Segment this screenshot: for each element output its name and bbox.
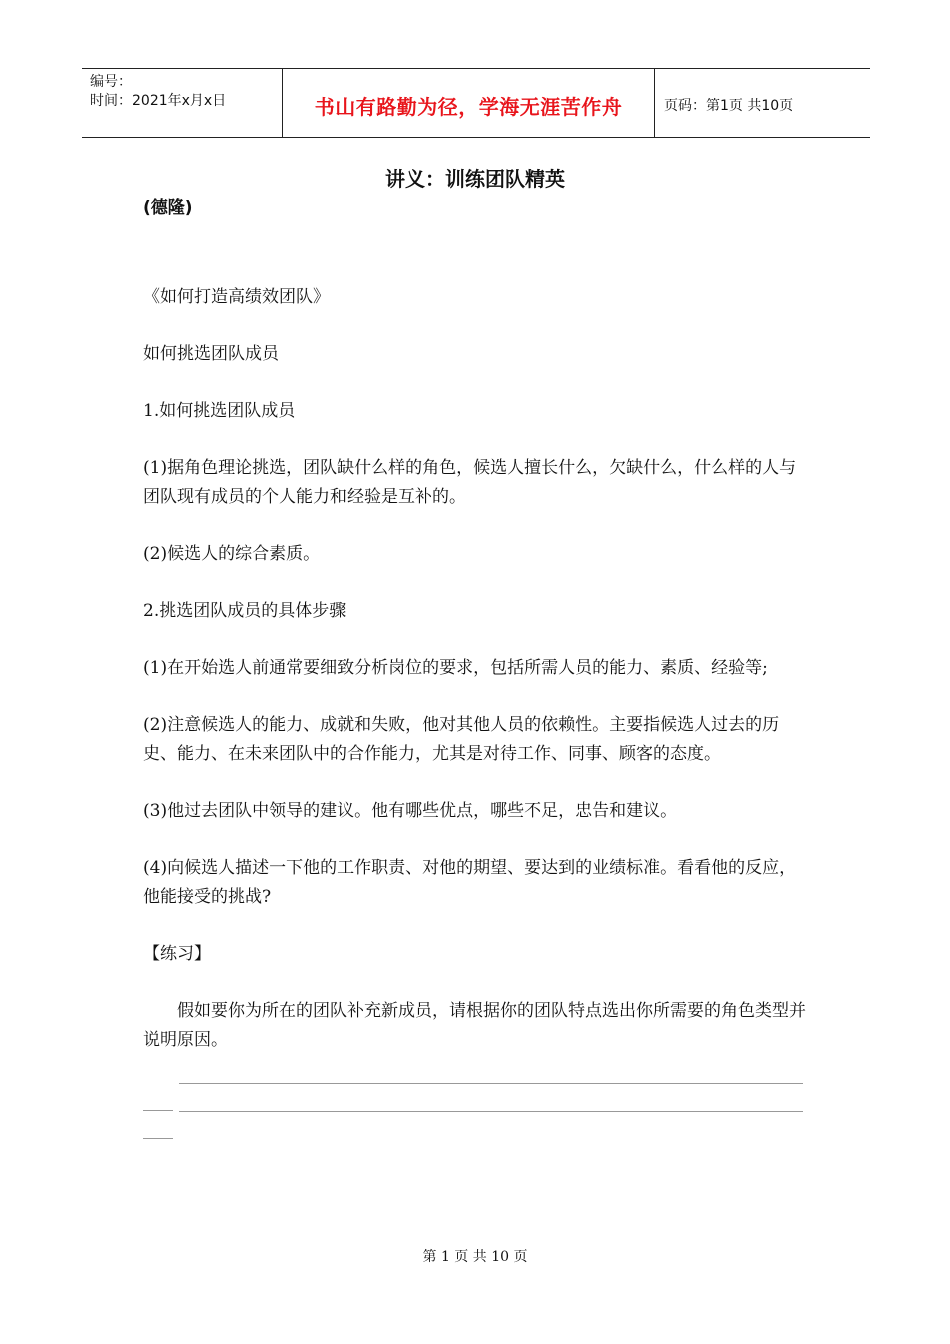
page-footer: 第 1 页 共 10 页 [422,1249,528,1265]
header-meta [82,69,282,137]
document-body [143,283,811,1139]
document-author: (德隆) [143,198,193,218]
document-title: 讲义：训练团队精英 [385,167,565,191]
paragraph: (1)在开始选人前通常要细致分析岗位的要求，包括所需人员的能力、素质、经验等; [143,658,768,678]
serial-label: 编号： [90,74,132,90]
header-page-info: 页码：第1页 共10页 [664,98,794,114]
answer-line[interactable] [143,1083,811,1111]
paragraph: (4)向候选人描述一下他的工作职责、对他的期望、要达到的业绩标准。看看他的反应，他能接受的挑战? [143,858,797,907]
header-motto: 书山有路勤为径，学海无涯苦作舟 [282,69,655,137]
paragraph: (3)他过去团队中领导的建议。他有哪些优点，哪些不足，忠告和建议。 [143,801,678,821]
answer-line[interactable] [143,1111,811,1139]
answer-rule-tail [143,1138,173,1139]
exercise-heading: 【练习】 [143,944,211,964]
paragraph: (2)注意候选人的能力、成就和失败，他对其他人员的依赖性。主要指候选人过去的历史、能力、在未来团队中的合作能力，尤其是对待工作、同事、顾客的态度。 [143,715,780,764]
exercise-prompt: 假如要你为所在的团队补充新成员，请根据你的团队特点选出你所需要的角色类型并说明原因。 [143,1001,806,1050]
answer-rule [179,1083,803,1084]
page-header [82,68,870,138]
paragraph: 《如何打造高绩效团队》 [143,287,330,307]
answer-rule [179,1111,803,1112]
paragraph: (2)候选人的综合素质。 [143,544,321,564]
paragraph: 2.挑选团队成员的具体步骤 [143,601,347,621]
paragraph: 如何挑选团队成员 [143,344,279,364]
time-label: 时间：2021年x月x日 [90,93,227,109]
paragraph: (1)据角色理论挑选，团队缺什么样的角色，候选人擅长什么，欠缺什么，什么样的人与团队现有成员的个人能力和经验是互补的。 [143,458,797,507]
paragraph: 1.如何挑选团队成员 [143,401,296,421]
